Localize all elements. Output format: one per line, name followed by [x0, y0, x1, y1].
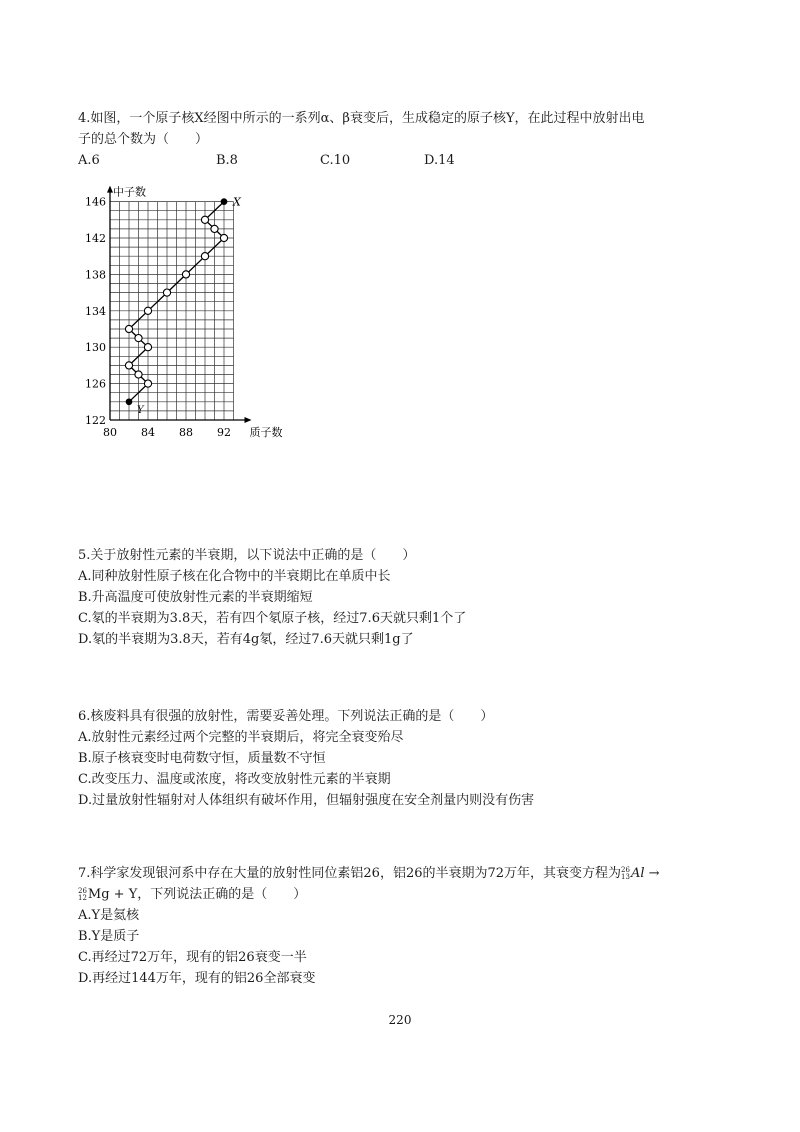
- x-axis-label: 质子数: [249, 426, 283, 439]
- endpoint-marker: [126, 399, 132, 405]
- mg-mass-number: 26: [78, 886, 87, 895]
- q6-option-b: B.原子核衰变时电荷数守恒，质量数不守恒: [78, 751, 326, 766]
- q4-option-a: A.6: [78, 153, 100, 168]
- question-5: [78, 545, 718, 650]
- question-6: [78, 706, 718, 811]
- chart-grid: [110, 202, 234, 420]
- x-axis-arrow: [245, 417, 252, 423]
- decay-point: [135, 371, 142, 378]
- mg-atomic-number: 12: [78, 893, 87, 902]
- decay-point: [163, 289, 170, 296]
- y-tick-label: 134: [85, 304, 106, 318]
- q6-stem: 6.核废料具有很强的放射性，需要妥善处理。下列说法正确的是（ ）: [78, 709, 494, 724]
- q7-stem-text: 7.科学家发现银河系中存在大量的放射性同位素铝26，铝26的半衰期为72万年，其衰变方程为: [78, 866, 622, 881]
- decay-point: [144, 380, 151, 387]
- x-tick-label: 92: [217, 426, 231, 439]
- endpoint-marker: [221, 199, 227, 205]
- decay-point: [125, 362, 132, 369]
- al-isotope-notation: [621, 867, 630, 881]
- decay-point: [220, 234, 227, 241]
- x-tick-label: 84: [141, 426, 155, 439]
- question-7: [78, 863, 718, 989]
- q5-option-b: B.升高温度可使放射性元素的半衰期缩短: [78, 590, 313, 605]
- question-4: [78, 108, 718, 171]
- q7-option-a: A.Y是氦核: [78, 908, 140, 923]
- q4-options: [78, 150, 718, 171]
- decay-point: [125, 325, 132, 332]
- decay-point: [201, 253, 208, 260]
- decay-chart: [78, 182, 283, 447]
- y-tick-label: 122: [85, 414, 106, 427]
- y-axis-label: 中子数: [113, 185, 146, 199]
- q7-stem-line2: [78, 884, 718, 905]
- y-tick-label: 130: [85, 341, 106, 355]
- q7-option-d: D.再经过144万年，现有的铝26全部衰变: [78, 971, 316, 986]
- chart-ticks: [85, 196, 231, 439]
- q4-option-d: D.14: [424, 153, 455, 168]
- y-tick-label: 142: [85, 232, 106, 245]
- x-tick-label: 88: [179, 426, 193, 439]
- q4-stem-line1: 4.如图，一个原子核X经图中所示的一系列α、β衰变后，生成稳定的原子核Y，在此过程中放射出电: [78, 111, 645, 126]
- decay-point: [144, 344, 151, 351]
- y-tick-label: 138: [85, 268, 106, 282]
- mg-isotope-notation: [78, 888, 87, 902]
- q5-option-a: A.同种放射性原子核在化合物中的半衰期比在单质中长: [78, 569, 391, 584]
- end-label-y: Y: [137, 404, 144, 416]
- al-symbol: Al →: [630, 866, 660, 881]
- page-number: 220: [388, 1013, 412, 1027]
- q4-stem-line2: 子的总个数为（ ）: [78, 132, 209, 147]
- q7-option-c: C.再经过72万年，现有的铝26衰变一半: [78, 950, 307, 965]
- q5-option-d: D.氡的半衰期为3.8天，若有4g氡，经过7.6天就只剩1g了: [78, 632, 414, 647]
- q7-stem-line1: [78, 863, 718, 884]
- y-tick-label: 126: [85, 377, 106, 391]
- q6-option-c: C.改变压力、温度或浓度，将改变放射性元素的半衰期: [78, 772, 391, 787]
- x-tick-label: 80: [103, 426, 117, 439]
- q6-option-d: D.过量放射性辐射对人体组织有破坏作用，但辐射强度在安全剂量内则没有伤害: [78, 793, 535, 808]
- decay-point: [182, 271, 189, 278]
- q4-option-b: B.8: [216, 153, 238, 168]
- decay-point: [144, 307, 151, 314]
- q4-option-c: C.10: [320, 153, 351, 168]
- q7-stem-rest: Mg + Y，下列说法正确的是（ ）: [87, 887, 307, 902]
- q7-option-b: B.Y是质子: [78, 929, 140, 944]
- start-label-x: X: [233, 195, 241, 209]
- q6-option-a: A.放射性元素经过两个完整的半衰期后，将完全衰变殆尽: [78, 730, 404, 745]
- decay-point: [201, 216, 208, 223]
- decay-point: [135, 335, 142, 342]
- decay-point: [211, 225, 218, 232]
- q5-stem: 5.关于放射性元素的半衰期，以下说法中正确的是（ ）: [78, 548, 416, 563]
- y-tick-label: 146: [85, 195, 106, 209]
- q5-option-c: C.氡的半衰期为3.8天，若有四个氡原子核，经过7.6天就只剩1个了: [78, 611, 467, 626]
- al-atomic-number: 13: [621, 872, 630, 881]
- al-mass-number: 26: [621, 865, 630, 874]
